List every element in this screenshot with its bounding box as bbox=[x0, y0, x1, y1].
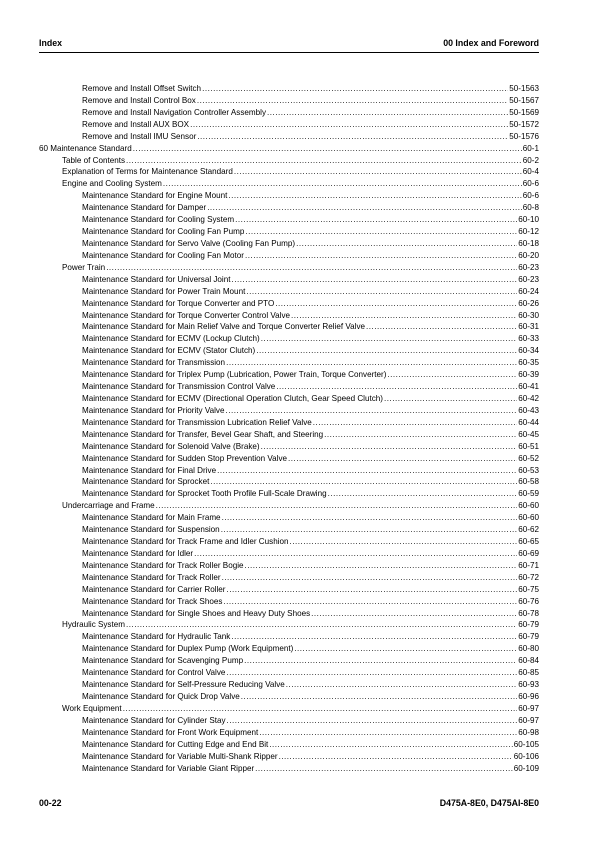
dot-leader bbox=[217, 465, 517, 477]
dot-leader bbox=[246, 286, 517, 298]
toc-entry-title: Maintenance Standard for Damper bbox=[82, 203, 207, 213]
toc-entry[interactable] bbox=[39, 190, 539, 202]
toc-entry-page: 60-41 bbox=[518, 382, 539, 392]
toc-entry[interactable] bbox=[39, 643, 539, 655]
toc-entry-page: 60-10 bbox=[518, 215, 539, 225]
toc-entry[interactable] bbox=[39, 250, 539, 262]
toc-entry-title: Maintenance Standard for Main Relief Valve and Torque Converter Relief Valve bbox=[82, 322, 365, 332]
toc-entry-page: 60-6 bbox=[522, 191, 539, 201]
toc-entry-title: Maintenance Standard for Cooling System bbox=[82, 215, 235, 225]
toc-entry[interactable] bbox=[39, 333, 539, 345]
dot-leader bbox=[256, 345, 517, 357]
dot-leader bbox=[202, 83, 508, 95]
toc-entry-title: Maintenance Standard for Sudden Stop Prevention Valve bbox=[82, 453, 288, 463]
toc-entry-page: 60-24 bbox=[518, 286, 539, 296]
toc-entry[interactable] bbox=[39, 238, 539, 250]
toc-entry-title: 60 Maintenance Standard bbox=[39, 143, 132, 153]
toc-entry-page: 60-59 bbox=[518, 489, 539, 499]
toc-entry-title: Maintenance Standard for Suspension bbox=[82, 525, 220, 535]
toc-entry[interactable] bbox=[39, 703, 539, 715]
toc-entry-title: Engine and Cooling System bbox=[62, 179, 162, 189]
dot-leader bbox=[221, 524, 518, 536]
toc-entry[interactable] bbox=[39, 608, 539, 620]
dot-leader bbox=[210, 476, 517, 488]
toc-entry-title: Maintenance Standard for Transfer, Bevel Gear Shaft, and Steering bbox=[82, 429, 324, 439]
toc-entry-title: Remove and Install AUX BOX bbox=[82, 119, 190, 129]
page-header bbox=[39, 38, 539, 52]
toc-entry-page: 60-76 bbox=[518, 596, 539, 606]
dot-leader bbox=[324, 429, 517, 441]
toc-entry[interactable] bbox=[39, 596, 539, 608]
toc-entry[interactable] bbox=[39, 310, 539, 322]
toc-entry[interactable] bbox=[39, 441, 539, 453]
toc-entry-page: 50-1563 bbox=[509, 84, 539, 93]
toc-entry-title: Maintenance Standard for ECMV (Lockup Clutch) bbox=[82, 334, 260, 344]
dot-leader bbox=[222, 572, 518, 584]
toc-entry[interactable] bbox=[39, 584, 539, 596]
dot-leader bbox=[156, 500, 518, 512]
dot-leader bbox=[106, 262, 517, 274]
toc-entry-title: Maintenance Standard for Carrier Roller bbox=[82, 584, 226, 594]
toc-entry-page: 50-1576 bbox=[509, 131, 539, 141]
toc-entry[interactable] bbox=[39, 119, 539, 131]
toc-entry[interactable] bbox=[39, 572, 539, 584]
toc-entry-page: 60-97 bbox=[518, 703, 539, 713]
dot-leader bbox=[126, 155, 522, 167]
toc-entry-title: Maintenance Standard for Power Train Mount bbox=[82, 286, 246, 296]
dot-leader bbox=[226, 357, 517, 369]
toc-entry-title: Undercarriage and Frame bbox=[62, 501, 155, 511]
toc-entry-page: 60-80 bbox=[518, 644, 539, 654]
dot-leader bbox=[227, 584, 518, 596]
toc-entry-page: 60-1 bbox=[522, 143, 539, 153]
toc-entry-page: 60-65 bbox=[518, 537, 539, 547]
toc-entry[interactable] bbox=[39, 763, 539, 775]
toc-entry-page: 60-34 bbox=[518, 346, 539, 356]
dot-leader bbox=[294, 643, 517, 655]
dot-leader bbox=[126, 619, 517, 631]
dot-leader bbox=[133, 143, 522, 155]
toc-entry[interactable] bbox=[39, 83, 539, 95]
toc-entry-page: 60-8 bbox=[522, 203, 539, 213]
toc-entry-page: 60-33 bbox=[518, 334, 539, 344]
toc-entry-page: 50-1569 bbox=[509, 107, 539, 117]
toc-entry[interactable] bbox=[39, 131, 539, 143]
toc-entry-page: 60-84 bbox=[518, 656, 539, 666]
toc-entry-title: Maintenance Standard for Sprocket Tooth Profile Full-Scale Drawing bbox=[82, 489, 327, 499]
toc-entry[interactable] bbox=[39, 631, 539, 643]
toc-entry[interactable] bbox=[39, 214, 539, 226]
toc-entry-page: 60-30 bbox=[518, 310, 539, 320]
toc-entry[interactable] bbox=[39, 262, 539, 274]
toc-entry[interactable] bbox=[39, 524, 539, 536]
toc-entry-page: 60-18 bbox=[518, 238, 539, 248]
toc-entry-title: Maintenance Standard for Transmission Control Valve bbox=[82, 382, 276, 392]
toc-entry[interactable] bbox=[39, 357, 539, 369]
toc-entry-title: Remove and Install Control Box bbox=[82, 95, 196, 105]
toc-entry-page: 60-12 bbox=[518, 227, 539, 237]
dot-leader bbox=[275, 298, 517, 310]
toc-entry-page: 60-72 bbox=[518, 572, 539, 582]
toc-entry-page: 60-42 bbox=[518, 393, 539, 403]
dot-leader bbox=[290, 536, 518, 548]
dot-leader bbox=[207, 202, 522, 214]
toc-entry-title: Maintenance Standard for ECMV (Stator Clutch) bbox=[82, 346, 256, 356]
toc-entry[interactable] bbox=[39, 274, 539, 286]
dot-leader bbox=[223, 596, 517, 608]
toc-entry-title: Remove and Install Navigation Controller Assembly bbox=[82, 107, 266, 117]
dot-leader bbox=[387, 369, 517, 381]
toc-entry-page: 60-96 bbox=[518, 692, 539, 702]
toc-entry-page: 60-60 bbox=[518, 501, 539, 511]
toc-entry-page: 60-97 bbox=[518, 715, 539, 725]
toc-entry-title: Maintenance Standard for Track Frame and Idler Cushion bbox=[82, 537, 289, 547]
dot-leader bbox=[313, 417, 518, 429]
dot-leader bbox=[288, 453, 517, 465]
toc-entry[interactable] bbox=[39, 453, 539, 465]
toc-entry-title: Maintenance Standard for Track Shoes bbox=[82, 596, 223, 606]
toc-entry-title: Maintenance Standard for Cylinder Stay bbox=[82, 715, 226, 725]
toc-entry-page: 60-52 bbox=[518, 453, 539, 463]
toc-entry-title: Maintenance Standard for Variable Multi-Shank Ripper bbox=[82, 751, 278, 761]
toc-entry-title: Hydraulic System bbox=[62, 620, 125, 630]
toc-entry-page: 60-79 bbox=[518, 620, 539, 630]
toc-entry-page: 60-53 bbox=[518, 465, 539, 475]
toc-entry-title: Maintenance Standard for Torque Converter Control Valve bbox=[82, 310, 291, 320]
dot-leader bbox=[261, 333, 518, 345]
toc-entry-page: 60-2 bbox=[522, 155, 539, 165]
toc-entry-title: Maintenance Standard for Cutting Edge and End Bit bbox=[82, 739, 269, 749]
dot-leader bbox=[190, 119, 508, 131]
toc-entry-page: 60-85 bbox=[518, 668, 539, 678]
toc-entry-title: Maintenance Standard for Cooling Fan Motor bbox=[82, 250, 244, 260]
toc-entry-page: 60-105 bbox=[513, 739, 539, 749]
toc-entry[interactable] bbox=[39, 476, 539, 488]
dot-leader bbox=[194, 548, 517, 560]
toc-entry[interactable] bbox=[39, 727, 539, 739]
toc-entry-page: 60-26 bbox=[518, 298, 539, 308]
toc-entry-page: 60-51 bbox=[518, 441, 539, 451]
toc-entry-title: Maintenance Standard for Control Valve bbox=[82, 668, 226, 678]
toc-entry-title: Maintenance Standard for Duplex Pump (Work Equipment) bbox=[82, 644, 294, 654]
toc-entry-page: 60-69 bbox=[518, 548, 539, 558]
toc-entry-title: Maintenance Standard for Quick Drop Valve bbox=[82, 692, 240, 702]
toc-entry-page: 60-6 bbox=[522, 179, 539, 189]
dot-leader bbox=[259, 727, 517, 739]
toc-entry[interactable] bbox=[39, 107, 539, 119]
toc-entry-page: 60-45 bbox=[518, 429, 539, 439]
toc-entry-page: 60-23 bbox=[518, 274, 539, 284]
toc-entry[interactable] bbox=[39, 298, 539, 310]
toc-entry[interactable] bbox=[39, 536, 539, 548]
dot-leader bbox=[226, 667, 517, 679]
dot-leader bbox=[241, 691, 518, 703]
toc-entry-page: 60-93 bbox=[518, 680, 539, 690]
header-divider bbox=[39, 52, 539, 53]
toc-entry[interactable] bbox=[39, 655, 539, 667]
dot-leader bbox=[163, 178, 522, 190]
toc-entry-page: 60-58 bbox=[518, 477, 539, 487]
footer-page-number: 00-22 bbox=[39, 798, 62, 808]
toc-entry-page: 60-23 bbox=[518, 262, 539, 272]
dot-leader bbox=[234, 166, 522, 178]
toc-entry-title: Maintenance Standard for Scavenging Pump bbox=[82, 656, 244, 666]
footer-model-number: D475A-8E0, D475AI-8E0 bbox=[439, 798, 539, 808]
dot-leader bbox=[279, 751, 513, 763]
toc-entry-title: Maintenance Standard for ECMV (Directional Operation Clutch, Gear Speed Clutch) bbox=[82, 393, 383, 403]
header-chapter-title: 00 Index and Foreword bbox=[443, 38, 539, 48]
toc-entry[interactable] bbox=[39, 226, 539, 238]
toc-entry-page: 60-44 bbox=[518, 417, 539, 427]
dot-leader bbox=[222, 512, 518, 524]
dot-leader bbox=[291, 310, 517, 322]
dot-leader bbox=[245, 226, 517, 238]
toc-entry[interactable] bbox=[39, 500, 539, 512]
toc-entry-title: Maintenance Standard for Track Roller bbox=[82, 572, 221, 582]
toc-entry-page: 60-62 bbox=[518, 525, 539, 535]
toc-entry[interactable] bbox=[39, 155, 539, 167]
toc-entry-title: Work Equipment bbox=[62, 703, 122, 713]
toc-entry[interactable] bbox=[39, 178, 539, 190]
toc-entry-page: 60-106 bbox=[513, 751, 539, 761]
dot-leader bbox=[231, 274, 517, 286]
dot-leader bbox=[231, 631, 517, 643]
toc-entry[interactable] bbox=[39, 405, 539, 417]
toc-entry-title: Maintenance Standard for Triplex Pump (Lubrication, Power Train, Torque Converter) bbox=[82, 370, 387, 380]
toc-entry[interactable] bbox=[39, 679, 539, 691]
toc-entry[interactable] bbox=[39, 166, 539, 178]
toc-entry-title: Explanation of Terms for Maintenance Standard bbox=[62, 167, 233, 177]
toc-entry-title: Maintenance Standard for Main Frame bbox=[82, 513, 221, 523]
toc-entry-page: 60-20 bbox=[518, 250, 539, 260]
toc-entry[interactable] bbox=[39, 286, 539, 298]
toc-entry-title: Maintenance Standard for Priority Valve bbox=[82, 405, 225, 415]
toc-entry[interactable] bbox=[39, 345, 539, 357]
header-section-title: Index bbox=[39, 38, 62, 48]
toc-entry-title: Maintenance Standard for Sprocket bbox=[82, 477, 210, 487]
toc-entry-page: 50-1572 bbox=[509, 119, 539, 129]
toc-entry-title: Maintenance Standard for Transmission bbox=[82, 358, 226, 368]
toc-entry[interactable] bbox=[39, 465, 539, 477]
toc-entry[interactable] bbox=[39, 512, 539, 524]
toc-entry-title: Maintenance Standard for Hydraulic Tank bbox=[82, 632, 231, 642]
toc-entry-title: Power Train bbox=[62, 262, 106, 272]
toc-entry[interactable] bbox=[39, 321, 539, 333]
toc-entry[interactable] bbox=[39, 381, 539, 393]
toc-entry-title: Maintenance Standard for Final Drive bbox=[82, 465, 217, 475]
toc-entry-title: Maintenance Standard for Torque Converter and PTO bbox=[82, 298, 275, 308]
toc-entry[interactable] bbox=[39, 429, 539, 441]
toc-entry-title: Maintenance Standard for Track Roller Bogie bbox=[82, 560, 244, 570]
toc-entry[interactable] bbox=[39, 417, 539, 429]
toc-entry-page: 60-43 bbox=[518, 405, 539, 415]
dot-leader bbox=[245, 250, 517, 262]
toc-entry[interactable] bbox=[39, 691, 539, 703]
dot-leader bbox=[197, 131, 508, 143]
toc-entry[interactable] bbox=[39, 202, 539, 214]
toc-entry-page: 60-71 bbox=[518, 560, 539, 570]
toc-entry-page: 60-78 bbox=[518, 608, 539, 618]
toc-entry[interactable] bbox=[39, 667, 539, 679]
toc-entry[interactable] bbox=[39, 488, 539, 500]
dot-leader bbox=[228, 190, 521, 202]
toc-entry-page: 60-98 bbox=[518, 727, 539, 737]
dot-leader bbox=[123, 703, 518, 715]
toc-entry[interactable] bbox=[39, 739, 539, 751]
toc-entry-title: Maintenance Standard for Solenoid Valve (Brake) bbox=[82, 441, 260, 451]
toc-entry[interactable] bbox=[39, 548, 539, 560]
toc-entry-page: 60-39 bbox=[518, 370, 539, 380]
dot-leader bbox=[366, 321, 517, 333]
dot-leader bbox=[269, 739, 513, 751]
toc-entry-title: Maintenance Standard for Cooling Fan Pump bbox=[82, 227, 245, 237]
dot-leader bbox=[197, 95, 508, 107]
toc-entry[interactable] bbox=[39, 393, 539, 405]
toc-entry[interactable] bbox=[39, 560, 539, 572]
toc-entry[interactable] bbox=[39, 715, 539, 727]
toc-entry-title: Maintenance Standard for Servo Valve (Cooling Fan Pump) bbox=[82, 238, 296, 248]
dot-leader bbox=[311, 608, 517, 620]
table-of-contents bbox=[39, 83, 539, 774]
toc-entry[interactable] bbox=[39, 143, 539, 155]
dot-leader bbox=[227, 715, 518, 727]
toc-entry-page: 60-31 bbox=[518, 322, 539, 332]
toc-entry[interactable] bbox=[39, 95, 539, 107]
toc-entry-title: Maintenance Standard for Front Work Equipment bbox=[82, 727, 259, 737]
toc-entry-title: Table of Contents bbox=[62, 155, 125, 165]
dot-leader bbox=[255, 763, 513, 775]
toc-entry-title: Maintenance Standard for Engine Mount bbox=[82, 191, 228, 201]
dot-leader bbox=[244, 655, 517, 667]
toc-entry-title: Remove and Install IMU Sensor bbox=[82, 131, 197, 141]
dot-leader bbox=[235, 214, 517, 226]
dot-leader bbox=[267, 107, 508, 119]
toc-entry-title: Maintenance Standard for Self-Pressure Reducing Valve bbox=[82, 680, 285, 690]
toc-entry-page: 60-60 bbox=[518, 513, 539, 523]
toc-entry-title: Maintenance Standard for Idler bbox=[82, 548, 194, 558]
toc-entry-title: Maintenance Standard for Universal Joint bbox=[82, 274, 231, 284]
dot-leader bbox=[261, 441, 518, 453]
toc-entry-title: Maintenance Standard for Transmission Lubrication Relief Valve bbox=[82, 417, 312, 427]
toc-entry[interactable] bbox=[39, 369, 539, 381]
toc-entry-page: 60-109 bbox=[513, 763, 539, 773]
dot-leader bbox=[225, 405, 517, 417]
toc-entry-page: 60-75 bbox=[518, 584, 539, 594]
dot-leader bbox=[286, 679, 518, 691]
toc-entry-page: 60-79 bbox=[518, 632, 539, 642]
dot-leader bbox=[245, 560, 518, 572]
dot-leader bbox=[296, 238, 517, 250]
toc-entry-page: 50-1567 bbox=[509, 95, 539, 105]
dot-leader bbox=[384, 393, 517, 405]
dot-leader bbox=[328, 488, 518, 500]
toc-entry-title: Remove and Install Offset Switch bbox=[82, 84, 202, 93]
toc-entry[interactable] bbox=[39, 751, 539, 763]
toc-entry-title: Maintenance Standard for Single Shoes and Heavy Duty Shoes bbox=[82, 608, 311, 618]
toc-entry-page: 60-4 bbox=[522, 167, 539, 177]
toc-entry-page: 60-35 bbox=[518, 358, 539, 368]
dot-leader bbox=[276, 381, 517, 393]
toc-entry[interactable] bbox=[39, 619, 539, 631]
toc-entry-title: Maintenance Standard for Variable Giant Ripper bbox=[82, 763, 255, 773]
